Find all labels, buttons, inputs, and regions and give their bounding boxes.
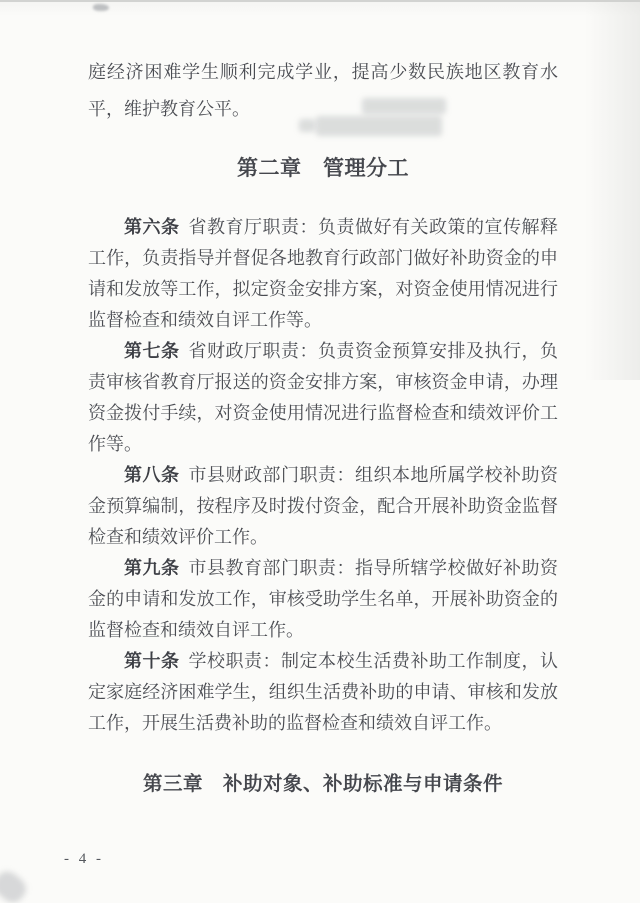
scan-artifact-bottom-left-smudge [0,867,31,903]
article-10-number: 第十条 [124,651,180,671]
article-9-number: 第九条 [124,558,180,578]
scan-artifact-top-edge [0,0,640,2]
continuation-paragraph: 庭经济困难学生顺利完成学业，提高少数民族地区教育水平，维护教育公平。 [88,62,558,119]
page-number: - 4 - [64,851,104,867]
article-7 [88,336,558,460]
chapter-3-heading: 第三章 补助对象、补助标准与申请条件 [142,773,503,795]
article-8-text: 市县财政部门职责：组织本地所属学校补助资金预算编制，按程序及时拨付资金，配合开展补助资金监督检查和绩效评价工作。 [88,465,558,547]
article-6-number: 第六条 [124,217,180,237]
scan-artifact-top-left-mark [93,4,109,11]
article-7-number: 第七条 [124,341,180,361]
article-6-text: 省教育厅职责：负责做好有关政策的宣传解释工作，负责指导并督促各地教育行政部门做好补助资金的申请和发放等工作，拟定资金安排方案，对资金使用情况进行监督检查和绩效自评工作等。 [88,217,558,330]
article-9-text: 市县教育部门职责：指导所辖学校做好补助资金的申请和发放工作，审核受助学生名单，开展补助资金的监督检查和绩效自评工作。 [88,558,558,640]
article-6 [88,212,558,336]
article-7-text: 省财政厅职责：负责资金预算安排及执行，负责审核省教育厅报送的资金安排方案，审核资金申请，办理资金拨付手续，对资金使用情况进行监督检查和绩效评价工作等。 [88,341,558,454]
article-9 [88,553,558,646]
article-8-number: 第八条 [124,465,180,485]
scan-artifact-right-corner-tint [585,0,640,380]
chapter-2-heading: 第二章 管理分工 [237,157,409,180]
document-content [88,54,558,799]
article-8 [88,460,558,553]
article-10-text: 学校职责：制定本校生活费补助工作制度，认定家庭经济困难学生，组织生活费补助的申请、审核和发放工作，开展生活费补助的监督检查和绩效自评工作。 [88,651,558,733]
article-10 [88,646,558,739]
articles-section [88,212,558,739]
